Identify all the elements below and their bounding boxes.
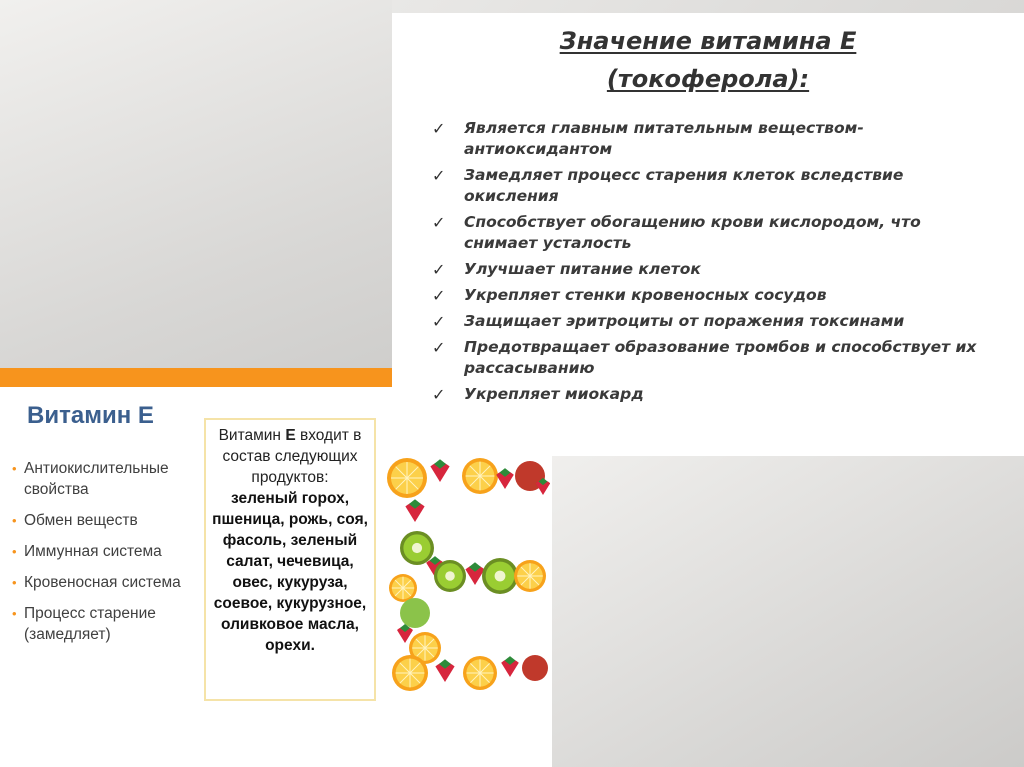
benefit-item <box>430 285 990 306</box>
panel-title-line1: Значение витамина Е <box>559 27 857 55</box>
bullet-icon: • <box>12 544 17 559</box>
benefits-list <box>430 118 990 410</box>
bullet-icon: • <box>12 606 17 621</box>
left-list-item <box>12 572 202 593</box>
products-intro <box>206 425 374 488</box>
check-icon: ✓ <box>432 312 446 331</box>
benefit-item <box>430 384 990 405</box>
left-list-item <box>12 541 202 562</box>
left-list-text: Антиокислительные свойства <box>24 460 169 498</box>
fruit-letter-e-image <box>385 448 550 698</box>
products-intro-pre: Витамин <box>218 427 286 444</box>
check-icon: ✓ <box>432 213 446 232</box>
benefit-text: Предотвращает образование тромбов и способствует их рассасыванию <box>464 338 977 377</box>
check-icon: ✓ <box>432 338 446 357</box>
benefit-item <box>430 212 990 254</box>
panel-title <box>392 22 1024 98</box>
kiwi-core <box>412 543 422 553</box>
benefit-item <box>430 165 990 207</box>
check-icon: ✓ <box>432 260 446 279</box>
left-list-text: Обмен веществ <box>24 512 138 529</box>
top-left-gray-area <box>0 0 392 368</box>
bullet-icon: • <box>12 513 17 528</box>
apple <box>400 598 430 628</box>
products-box <box>204 418 376 701</box>
apple <box>522 655 548 681</box>
kiwi-core <box>445 571 455 581</box>
benefit-item <box>430 311 990 332</box>
benefit-text: Способствует обогащению крови кислородом, что снимает усталость <box>464 213 921 252</box>
benefit-text: Улучшает питание клеток <box>464 260 701 278</box>
left-list-text: Процесс старение (замедляет) <box>24 605 156 643</box>
bullet-icon: • <box>12 461 17 476</box>
bullet-icon: • <box>12 575 17 590</box>
left-bullet-list <box>12 458 202 655</box>
benefit-item <box>430 118 990 160</box>
orange-accent-bar <box>0 368 392 387</box>
benefit-text: Укрепляет стенки кровеносных сосудов <box>464 286 827 304</box>
check-icon: ✓ <box>432 286 446 305</box>
kiwi-core <box>495 571 506 582</box>
products-intro-letter: Е <box>285 427 296 444</box>
products-list-text: зеленый горох, пшеница, рожь, соя, фасоль, зеленый салат, чечевица, овес, кукуруза, соевое, кукурузное, оливковое масла, орехи. <box>212 490 368 654</box>
products-intro-post: входит в состав следующих продуктов: <box>222 427 362 486</box>
check-icon: ✓ <box>432 119 446 138</box>
bottom-right-gray-area <box>552 456 1024 767</box>
left-list-item <box>12 603 202 645</box>
left-title: Витамин Е <box>27 402 154 429</box>
check-icon: ✓ <box>432 385 446 404</box>
panel-title-line2: (токоферола): <box>606 65 810 93</box>
benefit-text: Замедляет процесс старения клеток вследствие окисления <box>464 166 904 205</box>
left-list-item <box>12 510 202 531</box>
benefit-item <box>430 259 990 280</box>
benefit-text: Является главным питательным веществом-антиоксидантом <box>464 119 864 158</box>
benefit-text: Укрепляет миокард <box>464 385 644 403</box>
left-list-text: Иммунная система <box>24 543 162 560</box>
check-icon: ✓ <box>432 166 446 185</box>
left-list-text: Кровеносная система <box>24 574 181 591</box>
benefit-item <box>430 337 990 379</box>
left-list-item <box>12 458 202 500</box>
benefit-text: Защищает эритроциты от поражения токсинами <box>464 312 905 330</box>
